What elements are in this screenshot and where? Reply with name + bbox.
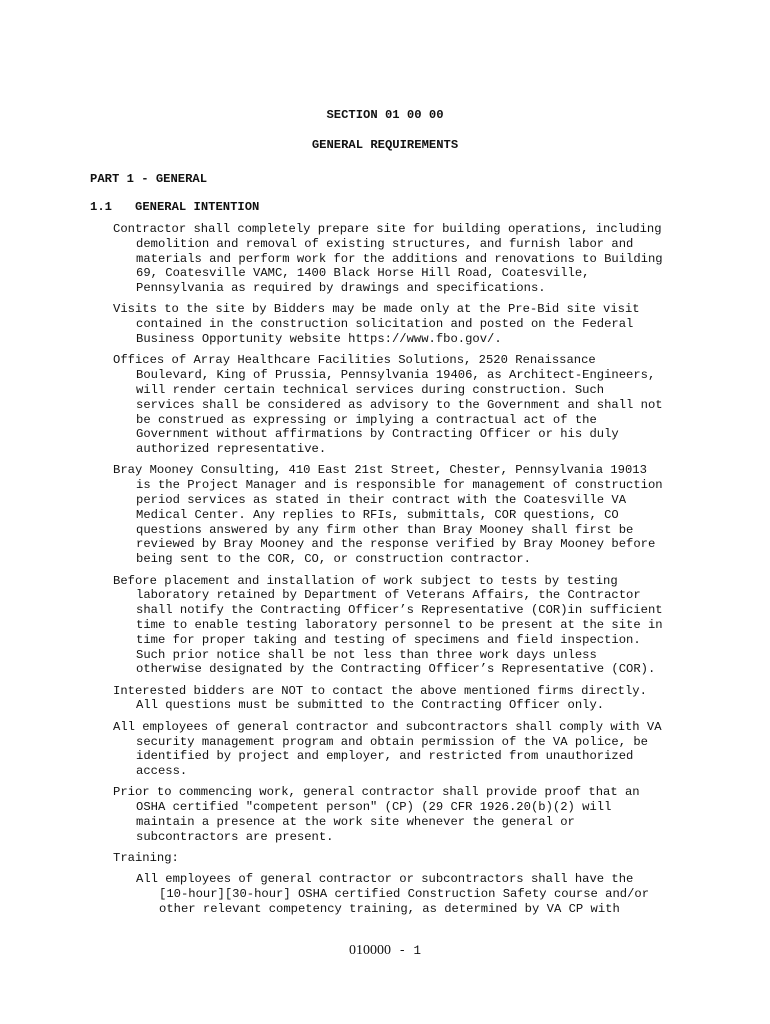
part-heading: PART 1 - GENERAL bbox=[90, 172, 208, 186]
section-number: SECTION 01 00 00 bbox=[326, 108, 444, 122]
footer-page-number: - 1 bbox=[390, 944, 421, 958]
paragraph: Prior to commencing work, general contractor shall provide proof that an OSHA certified "competent person" (CP) (29 CFR 1926.20(b)(2) will maintain a presence at the work site whenever the general or subcontractors are present. bbox=[113, 785, 640, 844]
paragraph: Contractor shall completely prepare site for building operations, including demolition and removal of existing structures, and furnish labor and materials and perform work for the additions and renovations to Building 69, Coatesville VAMC, 1400 Black Horse Hill Road, Coatesville, Pennsylvania as required by drawings and specifications. bbox=[113, 222, 663, 296]
article-number: 1.1 bbox=[90, 200, 112, 214]
paragraph: Training: bbox=[113, 851, 179, 866]
document-body bbox=[113, 222, 713, 923]
section-title: GENERAL REQUIREMENTS bbox=[311, 138, 459, 152]
paragraph: Visits to the site by Bidders may be made only at the Pre-Bid site visit contained in the construction solicitation and posted on the Federal Business Opportunity website https://www.fbo.gov/. bbox=[113, 302, 640, 347]
footer-section-code: 010000 bbox=[348, 943, 391, 958]
page-footer bbox=[0, 944, 770, 959]
paragraph: Before placement and installation of work subject to tests by testing laboratory retained by Department of Veterans Affairs, the Contractor shall notify the Contracting Officer’s Representative (COR)in sufficient time to enable testing laboratory personnel to be present at the site in time for proper taking and testing of specimens and field inspection. Such prior notice shall be not less than three work days unless otherwise designated by the Contracting Officer’s Representative (COR). bbox=[113, 573, 663, 677]
paragraph: Offices of Array Healthcare Facilities Solutions, 2520 Renaissance Boulevard, King of Prussia, Pennsylvania 19406, as Architect-Engineers, will render certain technical services during construction. Such services shall be considered as advisory to the Government and shall not be construed as expressing or implying a contractual act of the Government without affirmations by Contracting Officer or his duly authorized representative. bbox=[113, 353, 663, 457]
article-title: GENERAL INTENTION bbox=[135, 200, 260, 214]
article-heading bbox=[90, 200, 259, 215]
sub-paragraph: All employees of general contractor or subcontractors shall have the [10-hour][30-hour] OSHA certified Construction Safety course and/or other relevant competency training, as determined by VA CP with bbox=[136, 872, 650, 916]
paragraph: Bray Mooney Consulting, 410 East 21st Street, Chester, Pennsylvania 19013 is the Project Manager and is responsible for management of construction period services as stated in their contract with the Coatesville VA Medical Center. Any replies to RFIs, submittals, COR questions, CO questions answered by any firm other than Bray Mooney shall first be reviewed by Bray Mooney and the response verified by Bray Mooney before being sent to the COR, CO, or construction contractor. bbox=[113, 463, 663, 567]
paragraph: Interested bidders are NOT to contact the above mentioned firms directly. All questions must be submitted to the Contracting Officer only. bbox=[113, 683, 647, 713]
paragraph: All employees of general contractor and subcontractors shall comply with VA security management program and obtain permission of the VA police, be identified by project and employer, and restricted from unauthorized access. bbox=[113, 719, 662, 779]
